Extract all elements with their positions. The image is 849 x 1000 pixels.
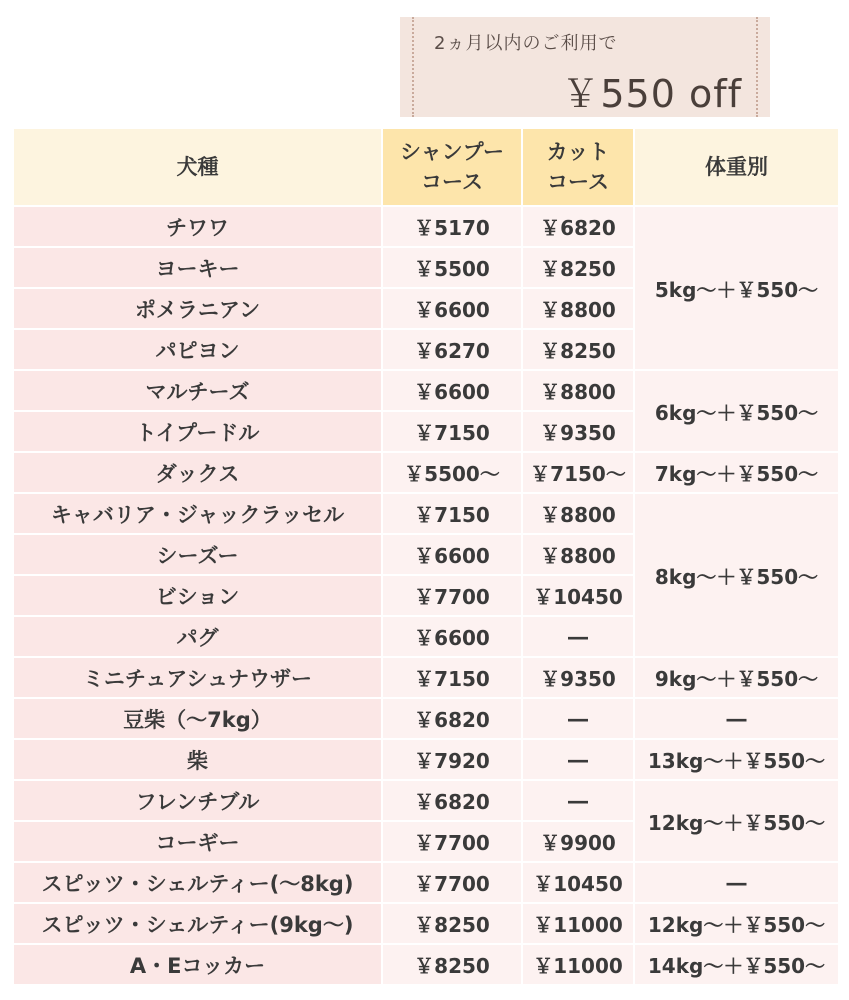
cut-price-cell: ― <box>522 616 634 657</box>
cut-price-cell: ￥9900 <box>522 821 634 862</box>
shampoo-price-cell: ￥7700 <box>382 821 522 862</box>
header-weight: 体重別 <box>634 128 839 206</box>
cut-price-cell: ￥11000 <box>522 944 634 985</box>
breed-cell: 柴 <box>13 739 382 780</box>
cut-price-cell: ￥8800 <box>522 288 634 329</box>
breed-cell: シーズー <box>13 534 382 575</box>
breed-cell: パピヨン <box>13 329 382 370</box>
breed-cell: スピッツ・シェルティー(9kg～) <box>13 903 382 944</box>
shampoo-price-cell: ￥7700 <box>382 862 522 903</box>
cut-price-cell: ￥10450 <box>522 862 634 903</box>
breed-cell: コーギー <box>13 821 382 862</box>
cut-price-cell: ￥8250 <box>522 329 634 370</box>
table-row <box>13 206 839 247</box>
cut-price-cell: ￥6820 <box>522 206 634 247</box>
weight-surcharge-cell: 8kg～＋￥550～ <box>634 493 839 657</box>
shampoo-price-cell: ￥5500 <box>382 247 522 288</box>
cut-price-cell: ￥8250 <box>522 247 634 288</box>
shampoo-price-cell: ￥5170 <box>382 206 522 247</box>
breed-cell: キャバリア・ジャックラッセル <box>13 493 382 534</box>
weight-surcharge-cell: ― <box>634 698 839 739</box>
shampoo-price-cell: ￥5500～ <box>382 452 522 493</box>
shampoo-price-cell: ￥7150 <box>382 493 522 534</box>
cut-price-cell: ￥7150～ <box>522 452 634 493</box>
shampoo-price-cell: ￥7150 <box>382 411 522 452</box>
breed-cell: トイプードル <box>13 411 382 452</box>
cut-price-cell: ― <box>522 739 634 780</box>
table-row <box>13 698 839 739</box>
weight-surcharge-cell: 6kg～＋￥550～ <box>634 370 839 452</box>
breed-cell: スピッツ・シェルティー(～8kg) <box>13 862 382 903</box>
coupon-condition-text: 2ヵ月以内のご利用で <box>434 33 618 54</box>
breed-cell: ビション <box>13 575 382 616</box>
cut-price-cell: ￥9350 <box>522 411 634 452</box>
weight-surcharge-cell: ― <box>634 862 839 903</box>
breed-cell: ヨーキー <box>13 247 382 288</box>
breed-cell: チワワ <box>13 206 382 247</box>
cut-price-cell: ― <box>522 698 634 739</box>
shampoo-price-cell: ￥8250 <box>382 903 522 944</box>
shampoo-price-cell: ￥6600 <box>382 616 522 657</box>
shampoo-price-cell: ￥6820 <box>382 698 522 739</box>
breed-cell: ダックス <box>13 452 382 493</box>
table-row <box>13 780 839 821</box>
breed-cell: マルチーズ <box>13 370 382 411</box>
shampoo-price-cell: ￥6820 <box>382 780 522 821</box>
weight-surcharge-cell: 12kg～＋￥550～ <box>634 780 839 862</box>
table-row <box>13 944 839 985</box>
weight-surcharge-cell: 7kg～＋￥550～ <box>634 452 839 493</box>
breed-cell: パグ <box>13 616 382 657</box>
weight-surcharge-cell: 5kg～＋￥550～ <box>634 206 839 370</box>
weight-surcharge-cell: 12kg～＋￥550～ <box>634 903 839 944</box>
breed-cell: ポメラニアン <box>13 288 382 329</box>
shampoo-price-cell: ￥6600 <box>382 288 522 329</box>
breed-cell: ミニチュアシュナウザー <box>13 657 382 698</box>
price-table <box>12 127 840 986</box>
shampoo-price-cell: ￥6270 <box>382 329 522 370</box>
coupon-discount-amount: ￥550 off <box>561 72 742 116</box>
weight-surcharge-cell: 9kg～＋￥550～ <box>634 657 839 698</box>
shampoo-price-cell: ￥6600 <box>382 370 522 411</box>
weight-surcharge-cell: 13kg～＋￥550～ <box>634 739 839 780</box>
table-row <box>13 739 839 780</box>
shampoo-price-cell: ￥7150 <box>382 657 522 698</box>
cut-price-cell: ￥8800 <box>522 493 634 534</box>
breed-cell: A・Eコッカー <box>13 944 382 985</box>
cut-price-cell: ￥8800 <box>522 370 634 411</box>
header-breed: 犬種 <box>13 128 382 206</box>
shampoo-price-cell: ￥6600 <box>382 534 522 575</box>
shampoo-price-cell: ￥8250 <box>382 944 522 985</box>
cut-price-cell: ￥10450 <box>522 575 634 616</box>
header-shampoo-course: シャンプー コース <box>382 128 522 206</box>
table-row <box>13 452 839 493</box>
shampoo-price-cell: ￥7700 <box>382 575 522 616</box>
cut-price-cell: ￥11000 <box>522 903 634 944</box>
table-row <box>13 903 839 944</box>
table-row <box>13 370 839 411</box>
breed-cell: 豆柴（～7kg） <box>13 698 382 739</box>
header-cut-course: カット コース <box>522 128 634 206</box>
cut-price-cell: ― <box>522 780 634 821</box>
cut-price-cell: ￥8800 <box>522 534 634 575</box>
shampoo-price-cell: ￥7920 <box>382 739 522 780</box>
weight-surcharge-cell: 14kg～＋￥550～ <box>634 944 839 985</box>
table-row <box>13 862 839 903</box>
discount-coupon <box>400 17 770 117</box>
table-row <box>13 493 839 534</box>
cut-price-cell: ￥9350 <box>522 657 634 698</box>
table-header-row <box>13 128 839 206</box>
table-row <box>13 657 839 698</box>
breed-cell: フレンチブル <box>13 780 382 821</box>
